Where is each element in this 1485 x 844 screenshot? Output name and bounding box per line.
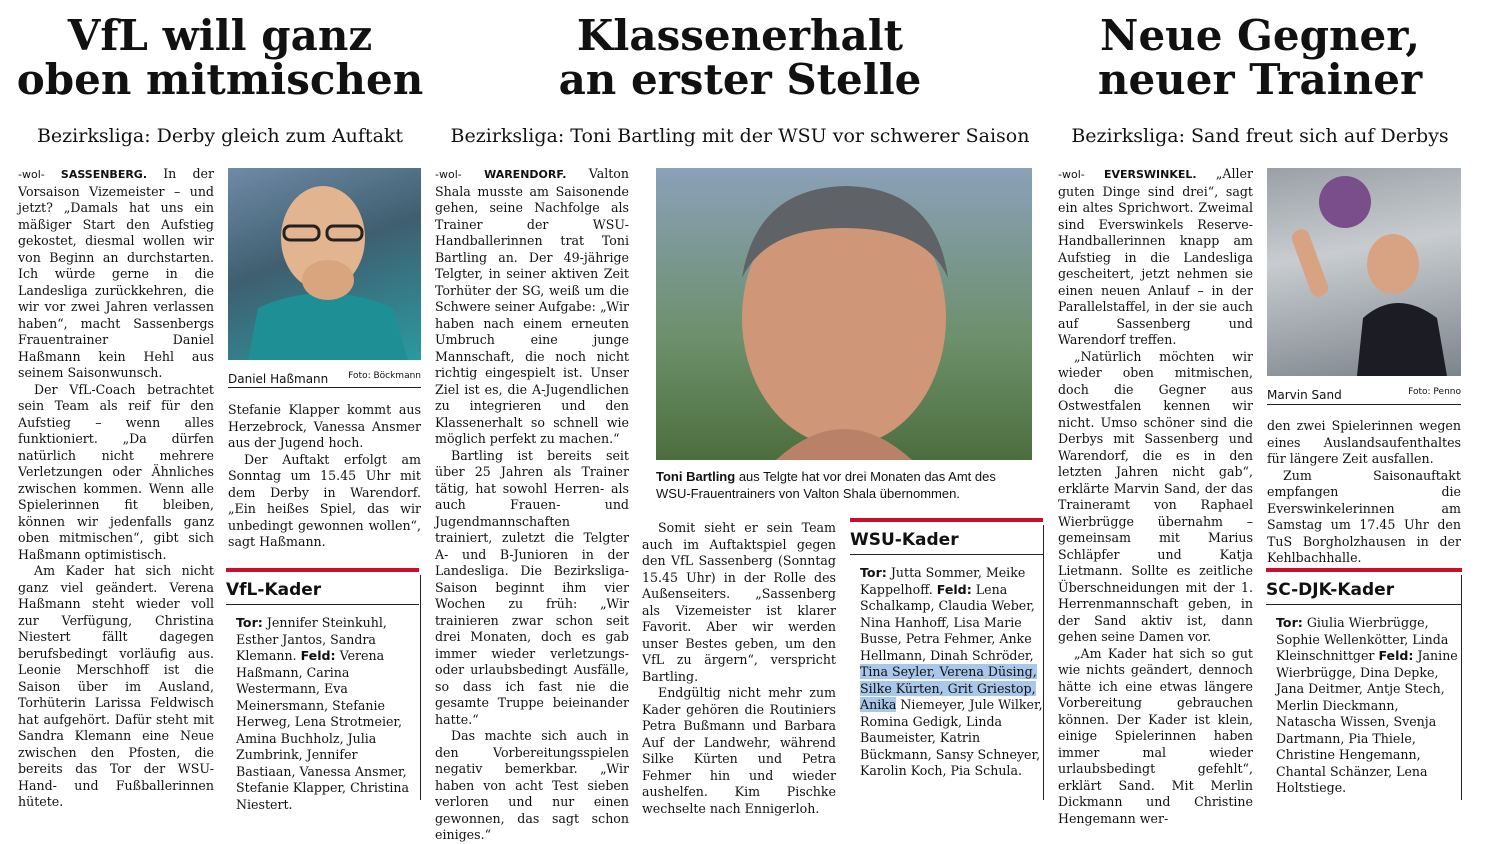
headline-2: Klassenerhalt an erster Stelle bbox=[558, 11, 922, 104]
divider bbox=[1266, 604, 1462, 605]
kader-list: Tor: Jennifer Steinkuhl, Esther Jantos, Sandra Klemann. Feld: Verena Haßmann, Carina Westermann, Eva Meinersmann, Stefanie Herweg, Lena Strotmeier, Amina Buchholz, Julia Zumbrink, Jennifer Bastiaan, Vanessa Ansmer, Stefanie Klapper, Christina Niestert. bbox=[236, 615, 410, 812]
kader-box-wsu bbox=[850, 518, 1043, 780]
caption-rule bbox=[1267, 404, 1461, 405]
photo-caption: Marvin Sand Foto: Penno bbox=[1267, 387, 1461, 402]
text-selection[interactable]: Tina Seyler, Verena Düsing, Silke Kürten, Grit Griestop, Anika bbox=[860, 664, 1037, 712]
paragraph: Somit sieht er sein Team auch im Auftaktspiel gegen den VfL Sassenberg (Sonntag 15.45 Uhr) in der Rolle des Außenseiters. „Sassenberg als Vizemeister ist klarer Favorit. Aber wir werden unser Bestes geben, um den VfL zu ärgern“, verspricht Bartling. bbox=[642, 520, 836, 684]
handball-photo-icon bbox=[1267, 168, 1461, 376]
paragraph: Der Auftakt erfolgt am Sonntag um 15.45 Uhr mit dem Derby in Warendorf. „Ein heißes Spiel, das wir unbedingt gewonnen wollen“, sagt Haßmann. bbox=[228, 451, 421, 549]
divider bbox=[226, 604, 419, 605]
deck-3: Bezirksliga: Sand freut sich auf Derbys bbox=[1071, 125, 1449, 147]
kader-box-scdjk bbox=[1266, 568, 1462, 797]
article-2-col-2 bbox=[642, 520, 836, 817]
paragraph: Am Kader hat sich nicht ganz viel geändert. Verena Haßmann steht wieder voll zur Verfügung, Christina Niestert fällt dagegen berufsbedingt vorläufig aus. Leonie Merschhoff ist die Saison über im Ausland, Torhüterin Larissa Feldwisch hat aufgehört. Dafür steht mit Sandra Klemann eine Neue zwischen den Pfosten, die bereits das Tor der WSU-Hand- und Fußballerinnen hütete. bbox=[18, 563, 214, 809]
paragraph: Bartling ist bereits seit über 25 Jahren als Trainer tätig, hat sowohl Herren- als auch Frauen- und Jugendmannschaften trainiert, zuletzt die Telgter A- und B-Junioren in der Landesliga. Die Bezirksliga-Saison beginnt ihm vier Wochen zu früh: „Wir trainieren zwar schon seit drei Monaten, doch es gab immer wieder verletzungs- oder urlaubsbedingt Ausfälle, so dass ich fast nie die gesamte Truppe beieinander hatte.“ bbox=[435, 447, 629, 727]
divider bbox=[850, 554, 1043, 555]
headline-3: Neue Gegner, neuer Trainer bbox=[1097, 11, 1423, 104]
handball-photo bbox=[1267, 168, 1461, 376]
headline-1: VfL will ganz oben mitmischen bbox=[16, 11, 424, 104]
box-border bbox=[1043, 525, 1044, 800]
paragraph: In der Vorsaison Vizemeister – und jetzt? „Damals hat uns ein mäßiger Start den Aufstieg gekostet, diesmal wollen wir von Beginn an durchstarten. Ich würde gerne in die Landesliga zurückkehren, die wir vor zwei Jahren verlassen haben“, macht Sassenbergs Frauentrainer Daniel Haßmann kein Hehl aus seinem Saisonwunsch. bbox=[18, 166, 214, 380]
kader-title: WSU-Kader bbox=[850, 530, 959, 550]
article-1-col-2 bbox=[228, 402, 421, 551]
article-1-col-1 bbox=[18, 166, 214, 811]
portrait-photo bbox=[656, 168, 1032, 460]
photo-caption: Daniel Haßmann Foto: Böckmann bbox=[228, 371, 421, 386]
portrait-photo-icon bbox=[228, 168, 421, 360]
paragraph: Endgültig nicht mehr zum Kader gehören die Routiniers Petra Bußmann und Barbara Auf der Landwehr, während Silke Kürten und Petra Fehmer hin und wieder aushelfen. Kim Pischke wechselte nach Ennigerloh. bbox=[642, 685, 836, 816]
portrait-photo-icon bbox=[656, 168, 1032, 460]
portrait-photo bbox=[228, 168, 421, 360]
paragraph: Der VfL-Coach betrachtet sein Team als reif für den Aufstieg – wenn alles funktioniert. „Da dürfen natürlich nicht mehrere Verletzungen oder Ähnliches zwischen kommen. Wenn alle Spielerinnen fit bleiben, können wir jedenfalls ganz oben mitmischen“, gibt sich Haßmann optimistisch. bbox=[18, 381, 214, 562]
photo-caption: Toni Bartling aus Telgte hat vor drei Monaten das Amt des WSU-Frauentrainers von Valton Shala übernommen. bbox=[656, 469, 996, 501]
kicker: -wol- bbox=[18, 168, 45, 181]
accent-rule bbox=[850, 518, 1043, 522]
accent-rule bbox=[1266, 568, 1462, 572]
paragraph: den zwei Spielerinnen wegen eines Auslandsaufenthaltes für längere Zeit ausfallen. bbox=[1267, 418, 1461, 466]
paragraph: Das machte sich auch in den Vorbereitungsspielen negativ bemerkbar. „Wir haben von acht Test sieben verloren und nur einen gewonnen, das sagt schon einiges.“ bbox=[435, 728, 629, 842]
caption-rule bbox=[228, 387, 421, 388]
dateline: SASSENBERG. bbox=[60, 168, 148, 181]
article-2-col-1: -wol- WARENDORF. Valton Shala musste am Saisonende gehen, seine Nachfolge als Trainer der WSU-Handballerinnen trat Toni Bartling an. Der 49-jährige Telgter, in seiner aktiven Zeit Torhüter der SG, weiß um die Schwere seiner Aufgabe: „Wir haben nach einem erneuten Umbruch eine junge Mannschaft, die noch nicht richtig eingespielt ist. Unser Ziel ist es, die A-Jugendlichen zu integrieren und den Klassenerhalt so schnell wie möglich perfekt zu machen.“ Bartling ist bereits seit über 25 Jahren als Trainer tätig, hat sowohl Herren- als auch Frauen- und Jugendmannschaften trainiert, zuletzt die Telgter A- und B-Junioren in der Landesliga. Die Bezirksliga-Saison beginnt ihm vier Wochen zu früh: „Wir trainieren zwar schon seit drei Monaten, doch es gab immer wieder verletzungs- oder urlaubsbedingt Ausfälle, so dass ich fast nie die gesamte Truppe beieinander hatte.“ Das machte sich auch in den Vorbereitungsspielen negativ bemerkbar. „Wir haben von acht Test sieben verloren und nur einen gewonnen, das sagt schon einiges.“ bbox=[435, 166, 629, 842]
deck-2: Bezirksliga: Toni Bartling mit der WSU vor schwerer Saison bbox=[450, 125, 1030, 147]
kader-list: Tor: Jutta Sommer, Meike Kappelhoff. Feld: Lena Schalkamp, Claudia Weber, Nina Hanhoff, Lisa Marie Busse, Petra Fehmer, Anke Hellmann, Dinah Schröder, Tina Seyler, Verena Düsing, Silke Kürten, Grit Griestop, Anika Niemeyer, Jule Wilker, Romina Gedigk, Linda Baumeister, Katrin Bückmann, Sansy Schneyer, Karolin Koch, Pia Schula. bbox=[860, 565, 1043, 778]
kader-list: Tor: Giulia Wierbrügge, Sophie Wellenkötter, Linda Kleinschnittger Feld: Janine Wierbrügge, Dina Depke, Jana Deitmer, Antje Stech, Merlin Dieckmann, Natascha Wissen, Svenja Dartmann, Pia Thiele, Christine Hengemann, Chantal Schänzer, Lena Holtstiege. bbox=[1276, 615, 1458, 795]
box-border bbox=[420, 575, 421, 800]
accent-rule bbox=[226, 568, 419, 572]
kader-box-vfl bbox=[226, 568, 419, 813]
kader-title: SC-DJK-Kader bbox=[1266, 580, 1395, 600]
paragraph: „Natürlich möchten wir wieder oben mitmischen, doch die Gegner aus Ostwestfalen kennen wir nicht. Umso schöner sind die Derbys mit Sassenberg und Warendorf, die es in den letzten Jahren nicht gab“, erklärte Marvin Sand, der das Traineramt von Raphael Wierbrügge übernahm – gemeinsam mit Marius Schläpfer und Katja Lietmann. Sollte es zeitliche Überschneidungen mit der 1. Herrenmannschaft geben, in der Sand aktiv ist, dann gehen seine Damen vor. bbox=[1058, 348, 1253, 644]
paragraph: „Am Kader hat sich so gut wie nichts geändert, dennoch hätte ich eine etwas längere Vorbereitung gebrauchen können. Der Kader ist klein, einige Spielerinnen haben immer mal wieder urlaubsbedingt gefehlt“, erklärt Sand. Mit Merlin Dickmann und Christine Hengemann wer- bbox=[1058, 645, 1253, 826]
kader-title: VfL-Kader bbox=[226, 580, 322, 600]
paragraph: Stefanie Klapper kommt aus Herzebrock, Vanessa Ansmer aus der Jugend hoch. bbox=[228, 402, 421, 450]
paragraph: Zum Saisonauftakt empfangen die Everswinkelerinnen am Samstag um 17.45 Uhr den TuS Borgholzhausen in der Kehlbachhalle. bbox=[1267, 467, 1461, 565]
article-3-col-2 bbox=[1267, 418, 1461, 567]
box-border bbox=[1461, 575, 1462, 800]
deck-1: Bezirksliga: Derby gleich zum Auftakt bbox=[36, 125, 404, 147]
article-3-col-1: -wol- EVERSWINKEL. „Aller guten Dinge sind drei“, sagt ein altes Sprichwort. Zweimal sind Everswinkels Reserve-Handballerinnen knapp am Aufstieg in die Landesliga gescheitert, jetzt nehmen sie einen neuen Anlauf – in der Parallelstaffel, in der sie auch auf Sassenberg und Warendorf treffen. „Natürlich möchten wir wieder oben mitmischen, doch die Gegner aus Ostwestfalen kennen wir nicht. Umso schöner sind die Derbys mit Sassenberg und Warendorf, die es in den letzten Jahren nicht gab“, erklärte Marvin Sand, der das Traineramt von Raphael Wierbrügge übernahm – gemeinsam mit Marius Schläpfer und Katja Lietmann. Sollte es zeitliche Überschneidungen mit der 1. Herrenmannschaft geben, in der Sand aktiv ist, dann gehen seine Damen vor. „Am Kader hat sich so gut wie nichts geändert, dennoch hätte ich eine etwas längere Vorbereitung gebrauchen können. Der Kader ist klein, einige Spielerinnen haben immer mal wieder urlaubsbedingt gefehlt“, erklärt Sand. Mit Merlin Dickmann und Christine Hengemann wer- bbox=[1058, 166, 1253, 826]
